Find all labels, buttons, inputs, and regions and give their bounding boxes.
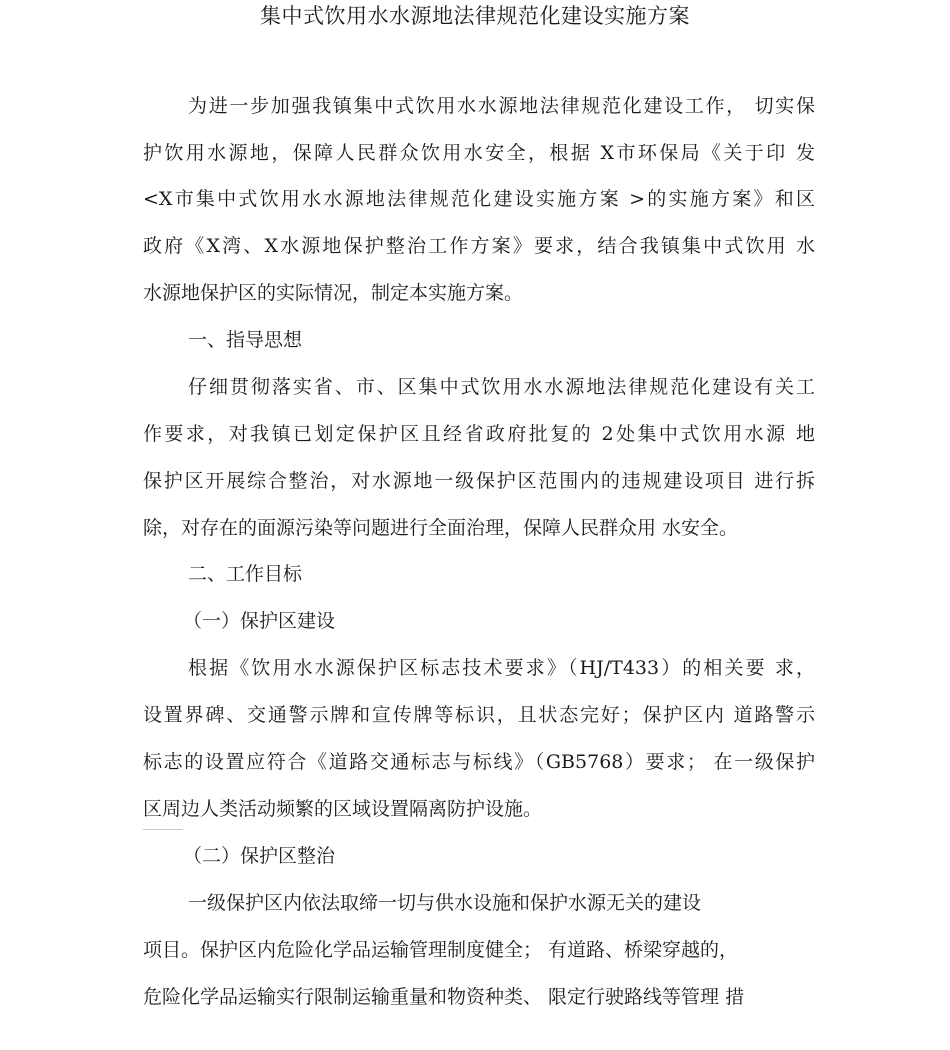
paragraph-line: 设置界碑、交通警示牌和宣传牌等标识，且状态完好；保护区内 道路警示	[143, 704, 815, 726]
paragraph-line: 根据《饮用水水源保护区标志技术要求》（HJ/T433）的相关要 求，	[188, 657, 815, 679]
paragraph-line: 标志的设置应符合《道路交通标志与标线》（GB5768）要求； 在一级保护	[143, 751, 815, 773]
subsection-heading: （一）保护区建设	[183, 610, 336, 632]
paragraph-line: 仔细贯彻落实省、市、区集中式饮用水水源地法律规范化建设有关工	[188, 376, 815, 398]
subsection-heading: （二）保护区整治	[183, 845, 336, 867]
paragraph-line: 为进一步加强我镇集中式饮用水水源地法律规范化建设工作， 切实保	[188, 95, 815, 117]
paragraph-line: 保护区开展综合整治，对水源地一级保护区范围内的违规建设项目 进行拆	[143, 470, 815, 492]
paragraph-line: 护饮用水源地，保障人民群众饮用水安全，根据 X市环保局《关于印 发	[143, 142, 815, 164]
paragraph-line: 一级保护区内依法取缔一切与供水设施和保护水源无关的建设	[188, 892, 702, 914]
paragraph-line: 除，对存在的面源污染等问题进行全面治理，保障人民群众用 水安全。	[143, 517, 739, 539]
divider-line	[143, 829, 183, 830]
paragraph-line: 作要求，对我镇已划定保护区且经省政府批复的 2处集中式饮用水源 地	[143, 423, 815, 445]
paragraph-line: 水源地保护区的实际情况，制定本实施方案。	[143, 282, 524, 304]
section-heading: 二、工作目标	[188, 563, 303, 585]
paragraph-line: 政府《X湾、X水源地保护整治工作方案》要求，结合我镇集中式饮用 水	[143, 235, 815, 257]
paragraph-line: 危险化学品运输实行限制运输重量和物资种类、 限定行驶路线等管理 措	[143, 986, 745, 1008]
section-heading: 一、指导思想	[188, 329, 303, 351]
paragraph-line: 项目。保护区内危险化学品运输管理制度健全； 有道路、桥梁穿越的，	[143, 939, 739, 961]
paragraph-line: <X市集中式饮用水水源地法律规范化建设实施方案 >的实施方案》和区	[143, 188, 815, 210]
document-title: 集中式饮用水水源地法律规范化建设实施方案	[260, 4, 690, 28]
paragraph-line: 区周边人类活动频繁的区域设置隔离防护设施。	[143, 798, 543, 820]
